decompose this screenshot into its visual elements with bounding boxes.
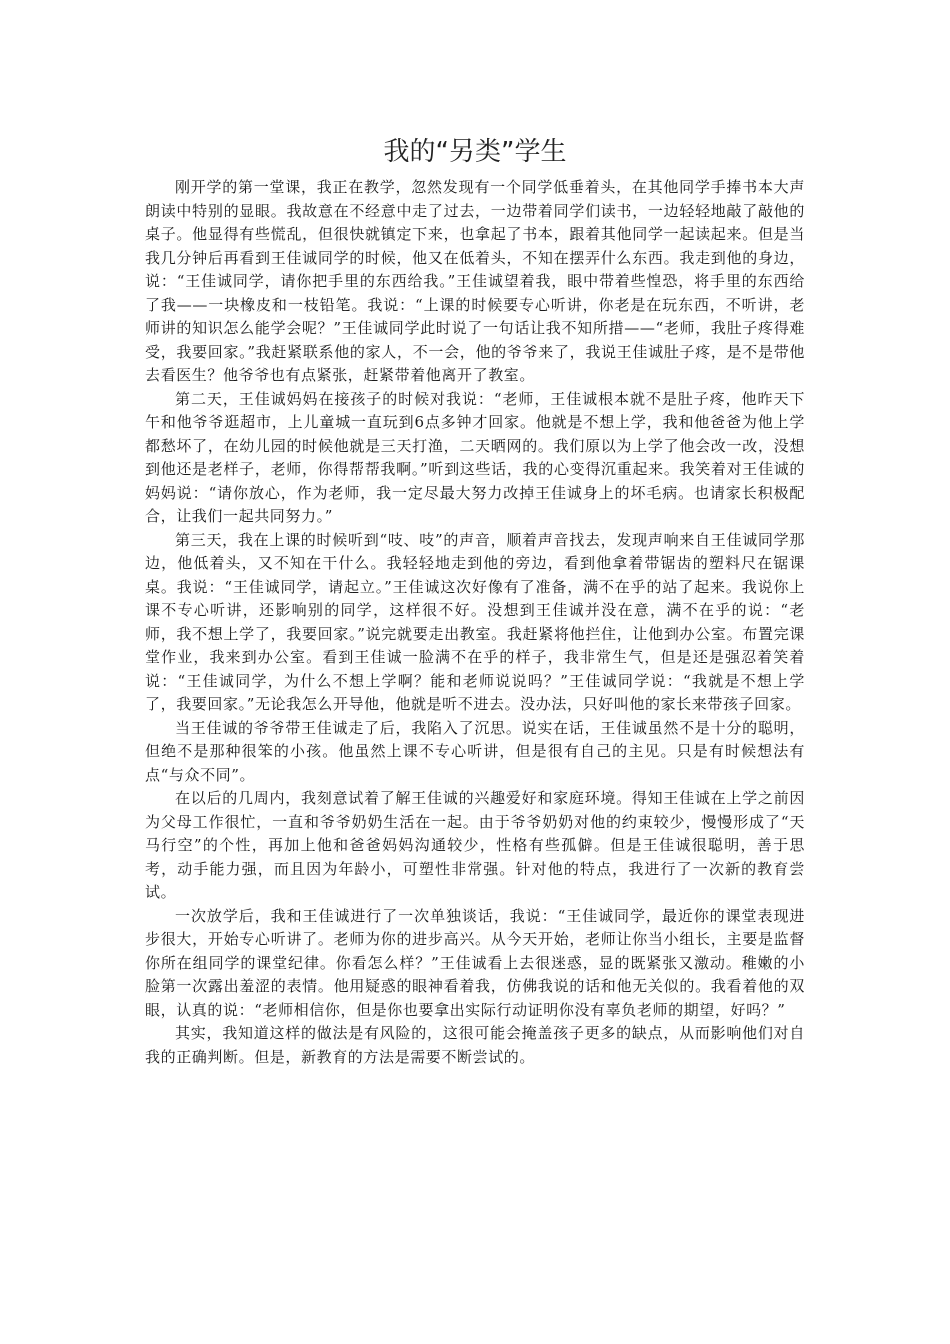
paragraph-4: 当王佳诚的爷爷带王佳诚走了后，我陷入了沉思。说实在话，王佳诚虽然不是十分的聪明，但绝不是那种很笨的小孩。他虽然上课不专心听讲，但是很有自己的主见。只是有时候想法有点“与众不同”。 — [145, 718, 805, 784]
paragraph-2: 第二天，王佳诚妈妈在接孩子的时候对我说：“老师，王佳诚根本就不是肚子疼，他昨天下午和他爷爷逛超市，上儿童城一直玩到6点多钟才回家。他就是不想上学，我和他爸爸为他上学都愁坏了，在幼儿园的时候他就是三天打渔，二天晒网的。我们原以为上学了他会改一改，没想到他还是老样子，老师，你得帮帮我啊。”听到这些话，我的心变得沉重起来。我笑着对王佳诚的妈妈说：“请你放心，作为老师，我一定尽最大努力改掉王佳诚身上的坏毛病。也请家长积极配合，让我们一起共同努力。” — [145, 389, 805, 525]
paragraph-1: 刚开学的第一堂课，我正在教学，忽然发现有一个同学低垂着头，在其他同学手捧书本大声朗读中特别的显眼。我故意在不经意中走了过去，一边带着同学们读书，一边轻轻地敲了敲他的桌子。他显得有些慌乱，但很快就镇定下来，也拿起了书本，跟着其他同学一起读起来。但是当我几分钟后再看到王佳诚同学的时候，他又在低着头，不知在摆弄什么东西。我走到他的身边，说：“王佳诚同学，请你把手里的东西给我。”王佳诚望着我，眼中带着些惶恐，将手里的东西给了我——一块橡皮和一枝铅笔。我说：“上课的时候要专心听讲，你老是在玩东西，不听讲，老师讲的知识怎么能学会呢？”王佳诚同学此时说了一句话让我不知所措——“老师，我肚子疼得难受，我要回家。”我赶紧联系他的家人，不一会，他的爷爷来了，我说王佳诚肚子疼，是不是带他去看医生？他爷爷也有点紧张，赶紧带着他离开了教室。 — [145, 178, 805, 384]
paragraph-6: 一次放学后，我和王佳诚进行了一次单独谈话，我说：“王佳诚同学，最近你的课堂表现进步很大，开始专心听讲了。老师为你的进步高兴。从今天开始，老师让你当小组长，主要是监督你所在组同学的课堂纪律。你看怎么样？”王佳诚看上去很迷惑，显的既紧张又激动。稚嫩的小脸第一次露出羞涩的表情。他用疑惑的眼神看着我，仿佛我说的话和他无关似的。我看着他的双眼，认真的说：“老师相信你，但是你也要拿出实际行动证明你没有辜负老师的期望，好吗？” — [145, 906, 805, 1019]
document-title: 我的“另类”学生 — [383, 137, 567, 167]
document-body — [145, 176, 805, 1069]
paragraph-7: 其实，我知道这样的做法是有风险的，这很可能会掩盖孩子更多的缺点，从而影响他们对自我的正确判断。但是，新教育的方法是需要不断尝试的。 — [145, 1024, 805, 1066]
paragraph-5: 在以后的几周内，我刻意试着了解王佳诚的兴趣爱好和家庭环境。得知王佳诚在上学之前因为父母工作很忙，一直和爷爷奶奶生活在一起。由于爷爷奶奶对他的约束较少，慢慢形成了“天马行空”的个性，再加上他和爸爸妈妈沟通较少，性格有些孤僻。但是王佳诚很聪明，善于思考，动手能力强，而且因为年龄小，可塑性非常强。针对他的特点，我进行了一次新的教育尝试。 — [145, 789, 805, 901]
paragraph-3: 第三天，我在上课的时候听到“吱、吱”的声音，顺着声音找去，发现声响来自王佳诚同学那边，他低着头，又不知在干什么。我轻轻地走到他的旁边，看到他拿着带锯齿的塑料尺在锯课桌。我说：“王佳诚同学，请起立。”王佳诚这次好像有了准备，满不在乎的站了起来。我说你上课不专心听讲，还影响别的同学，这样很不好。没想到王佳诚并没在意，满不在乎的说：“老师，我不想上学了，我要回家。”说完就要走出教室。我赶紧将他拦住，让他到办公室。布置完课堂作业，我来到办公室。看到王佳诚一脸满不在乎的样子，我非常生气，但是还是强忍着笑着说：“王佳诚同学，为什么不想上学啊？能和老师说说吗？”王佳诚同学说：“我就是不想上学了，我要回家。”无论我怎么开导他，他就是听不进去。没办法，只好叫他的家长来带孩子回家。 — [145, 530, 805, 713]
